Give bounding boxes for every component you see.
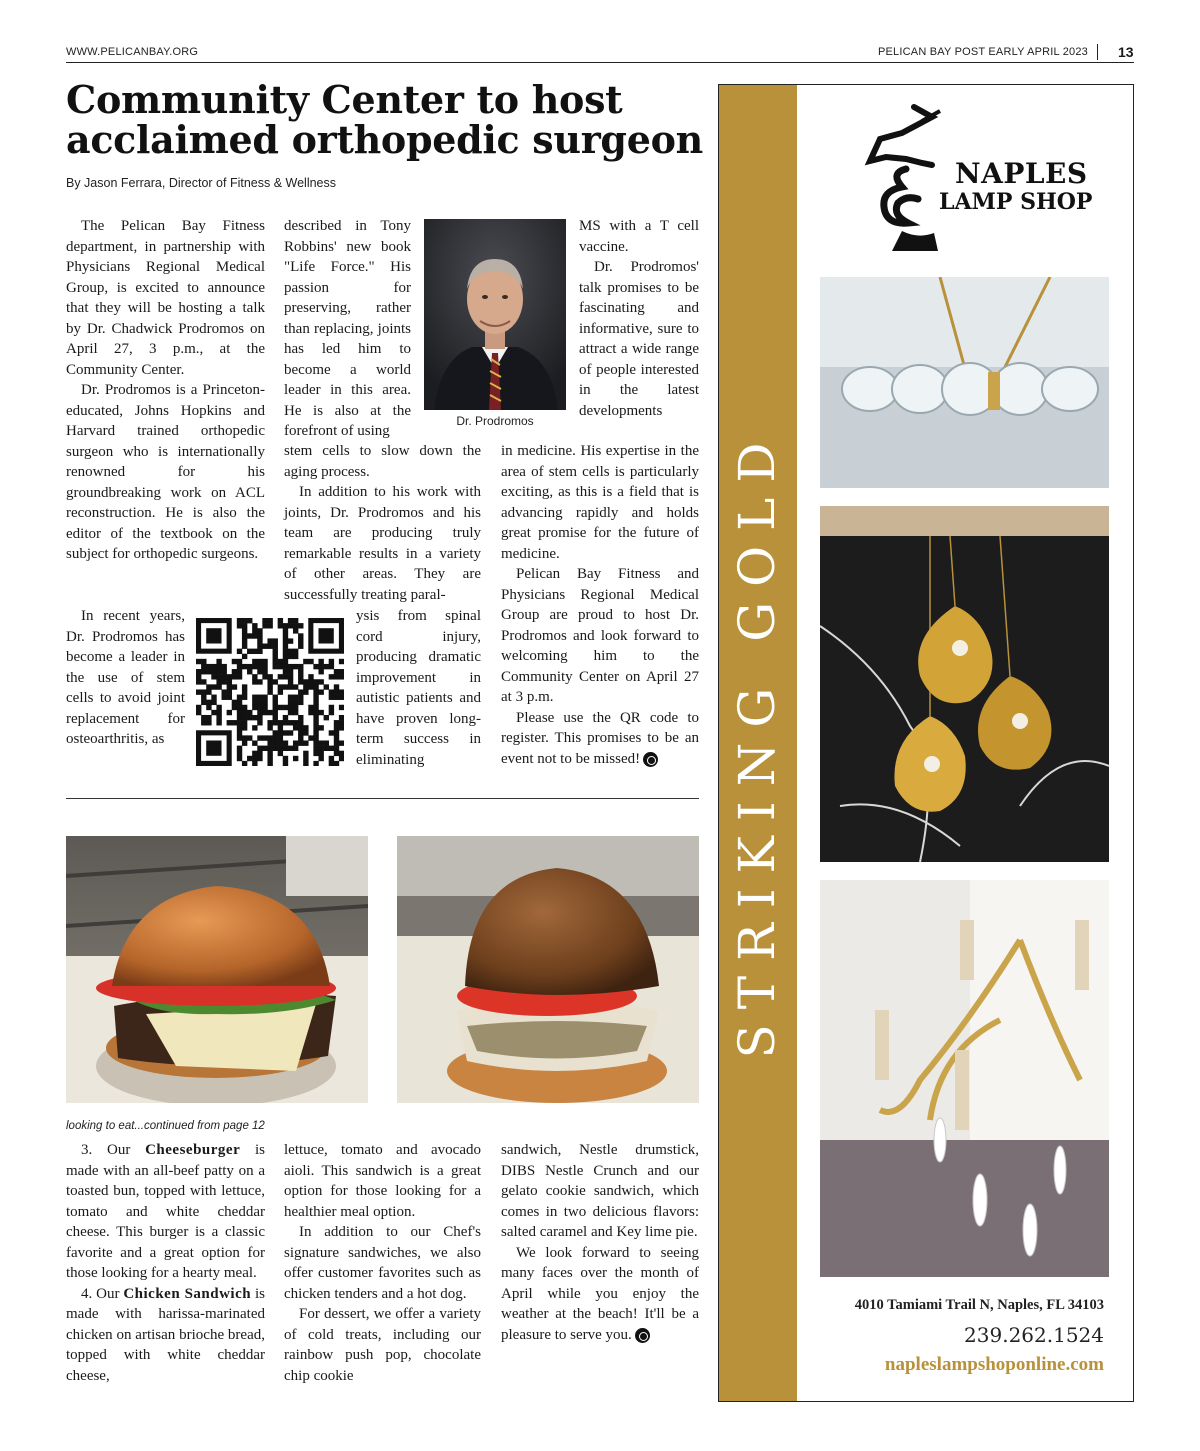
ad-phone[interactable]: 239.262.1524 xyxy=(964,1323,1104,1347)
paragraph: lettuce, tomato and avocado aioli. This sandwich is a great option for those looking for a healthier meal option. xyxy=(284,1142,481,1220)
continued-line: looking to eat...continued from page 12 xyxy=(66,1120,265,1132)
header-rule xyxy=(66,62,1134,63)
brand-name-line1: NAPLES xyxy=(955,157,1088,190)
chandelier-photo xyxy=(820,277,1109,488)
site-url: WWW.PELICANBAY.ORG xyxy=(66,46,199,58)
article-column-3-top xyxy=(579,216,699,421)
article2-column-2 xyxy=(284,1140,481,1386)
closing-text: We look forward to seeing many faces over the month of April while you enjoy the weather at the beach! It'll be a pleasure to serve you. xyxy=(501,1244,699,1343)
page-number: 13 xyxy=(1118,44,1134,60)
paragraph xyxy=(501,1243,699,1346)
article-column-2-top xyxy=(284,216,411,442)
article2-column-1 xyxy=(66,1140,265,1386)
article-headline: Community Center to host acclaimed orthopedic surgeon xyxy=(66,77,703,162)
paragraph: ysis from spinal cord injury, producing dramatic improvement in autistic patients and have proven long-term success in eliminating xyxy=(356,608,481,768)
chicken-sandwich-photo xyxy=(397,836,699,1103)
article-column-1-narrow xyxy=(66,606,185,750)
text-run: is made with harissa-marinated chicken on artisan brioche bread, topped with white cheddar cheese, xyxy=(66,1285,265,1384)
paragraph: In addition to our Chef's signature sandwiches, we also offer customer favorites such as chicken tenders and a hot dog. xyxy=(284,1224,481,1302)
qr-code[interactable] xyxy=(196,618,344,766)
qr-code-graphic xyxy=(196,618,344,766)
text-run: 3. Our xyxy=(81,1142,146,1158)
lamp-shop-logo-icon xyxy=(862,103,952,255)
section-divider xyxy=(66,798,699,799)
paragraph: The Pelican Bay Fitness department, in partnership with Physicians Regional Medical Group, is excited to announce that they will be hosting a talk by Dr. Chadwick Prodromos on April 27, 3 p.m., at the Community Center. xyxy=(66,218,265,378)
photo-caption: Dr. Prodromos xyxy=(456,414,534,428)
menu-item-name: Chicken Sandwich xyxy=(123,1285,252,1302)
paragraph: in medicine. His expertise in the area of stem cells is particularly exciting, as this is a field that is advancing rapidly and holds great promise for the future of medicine. xyxy=(501,443,699,562)
gold-chandelier-photo xyxy=(820,880,1109,1277)
end-mark-icon xyxy=(643,752,658,767)
paragraph: Pelican Bay Fitness and Physicians Regional Medical Group are proud to host Dr. Prodromos and look forward to welcoming him to the Community Center on April 27 at 3 p.m. xyxy=(501,566,699,705)
end-mark-icon xyxy=(635,1328,650,1343)
ad-website-link[interactable]: napleslampshoponline.com xyxy=(884,1354,1104,1375)
menu-item-name: Cheeseburger xyxy=(145,1142,241,1158)
article-column-3 xyxy=(501,441,699,769)
paragraph xyxy=(501,708,699,770)
paragraph: For dessert, we offer a variety of cold treats, including our rainbow push pop, chocolate chip cookie xyxy=(284,1306,481,1384)
closing-text: Please use the QR code to register. This promises to be an event not to be missed! xyxy=(501,709,699,767)
ad-address: 4010 Tamiami Trail N, Naples, FL 34103 xyxy=(854,1297,1104,1313)
ad-tagline: STRIKING GOLD xyxy=(728,427,786,1059)
paragraph: sandwich, Nestle drumstick, DIBS Nestle Crunch and our gelato cookie sandwich, which comes in two delicious flavors: salted caramel and Key lime pie. xyxy=(501,1142,699,1240)
article-column-1 xyxy=(66,216,265,565)
paragraph: MS with a T cell vaccine. xyxy=(579,218,699,255)
paragraph: described in Tony Robbins' new book "Life Force." His passion for preserving, rather than replacing, joints has led him to become a world leader in this area. He is also at the forefront of using xyxy=(284,218,411,439)
brand-name-line2: LAMP SHOP xyxy=(939,189,1093,215)
ad-gold-band xyxy=(719,85,797,1401)
paragraph: stem cells to slow down the aging process. xyxy=(284,443,481,480)
pendant-lights-photo xyxy=(820,506,1109,862)
cheeseburger-photo xyxy=(66,836,368,1103)
paragraph: Dr. Prodromos' talk promises to be fascinating and informative, sure to attract a wide range of people interested in the latest developments xyxy=(579,259,699,419)
article2-column-3 xyxy=(501,1140,699,1345)
cheeseburger-illustration xyxy=(66,836,368,1103)
header-separator xyxy=(1097,44,1098,60)
article-column-2 xyxy=(284,441,481,605)
paragraph: In addition to his work with joints, Dr. Prodromos and his team are producing truly remarkable results in a variety of other areas. They are successfully treating paral- xyxy=(284,484,481,603)
text-run: is made with an all-beef patty on a toasted bun, topped with lettuce, tomato and white cheddar cheese. This burger is a classic favorite and a great option for those looking for a hearty meal. xyxy=(66,1142,265,1281)
paragraph: Dr. Prodromos is a Princeton-educated, Johns Hopkins and Harvard trained orthopedic surgeon who is internationally renowned for his groundbreaking work on ACL reconstruction. He is also the editor of the textbook on the subject for orthopedic surgeons. xyxy=(66,382,265,562)
paragraph xyxy=(66,1284,265,1387)
paragraph: In recent years, Dr. Prodromos has become a leader in the use of stem cells to avoid joint replacement for osteoarthritis, as xyxy=(66,608,185,747)
byline: By Jason Ferrara, Director of Fitness & Wellness xyxy=(66,176,336,190)
portrait-illustration xyxy=(424,219,566,410)
chicken-sandwich-illustration xyxy=(397,836,699,1103)
article-column-2-beside-qr xyxy=(356,606,481,770)
issue-label: PELICAN BAY POST EARLY APRIL 2023 xyxy=(877,46,1088,58)
text-run: 4. Our xyxy=(81,1285,124,1302)
portrait-photo xyxy=(424,219,566,410)
paragraph xyxy=(66,1140,265,1284)
